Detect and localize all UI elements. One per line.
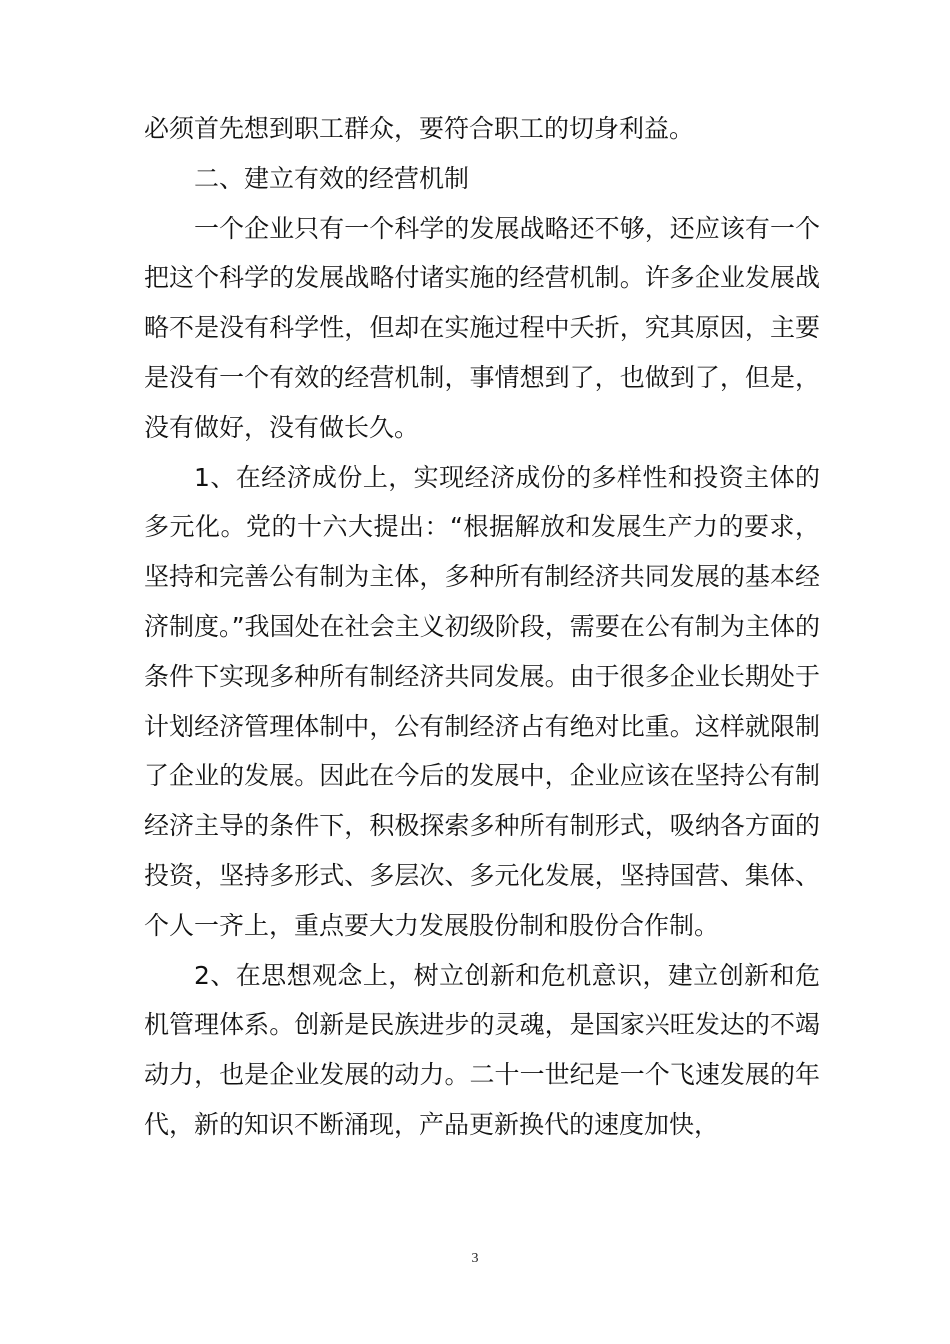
- paragraph-point-1: 1、在经济成份上，实现经济成份的多样性和投资主体的多元化。党的十六大提出：“根据解放和发展生产力的要求，坚持和完善公有制为主体，多种所有制经济共同发展的基本经济制度。”我国处在社会主义初级阶段，需要在公有制为主体的条件下实现多种所有制经济共同发展。由于很多企业长期处于计划经济管理体制中，公有制经济占有绝对比重。这样就限制了企业的发展。因此在今后的发展中，企业应该在坚持公有制经济主导的条件下，积极探索多种所有制形式，吸纳各方面的投资，坚持多形式、多层次、多元化发展，坚持国营、集体、个人一齐上，重点要大力发展股份制和股份合作制。: [144, 462, 820, 940]
- page-number: 3: [471, 1251, 479, 1266]
- paragraph-continuation: 必须首先想到职工群众，要符合职工的切身利益。: [144, 114, 695, 143]
- section-heading: 二、建立有效的经营机制: [194, 163, 470, 193]
- document-body: [144, 104, 820, 1150]
- paragraph-point-2: 2、在思想观念上，树立创新和危机意识，建立创新和危机管理体系。创新是民族进步的灵魂，是国家兴旺发达的不竭动力，也是企业发展的动力。二十一世纪是一个飞速发展的年代，新的知识不断涌现，产品更新换代的速度加快，: [144, 960, 820, 1139]
- paragraph-mechanism: 一个企业只有一个科学的发展战略还不够，还应该有一个把这个科学的发展战略付诸实施的经营机制。许多企业发展战略不是没有科学性，但却在实施过程中夭折，究其原因，主要是没有一个有效的经营机制，事情想到了，也做到了，但是，没有做好，没有做长久。: [144, 213, 820, 442]
